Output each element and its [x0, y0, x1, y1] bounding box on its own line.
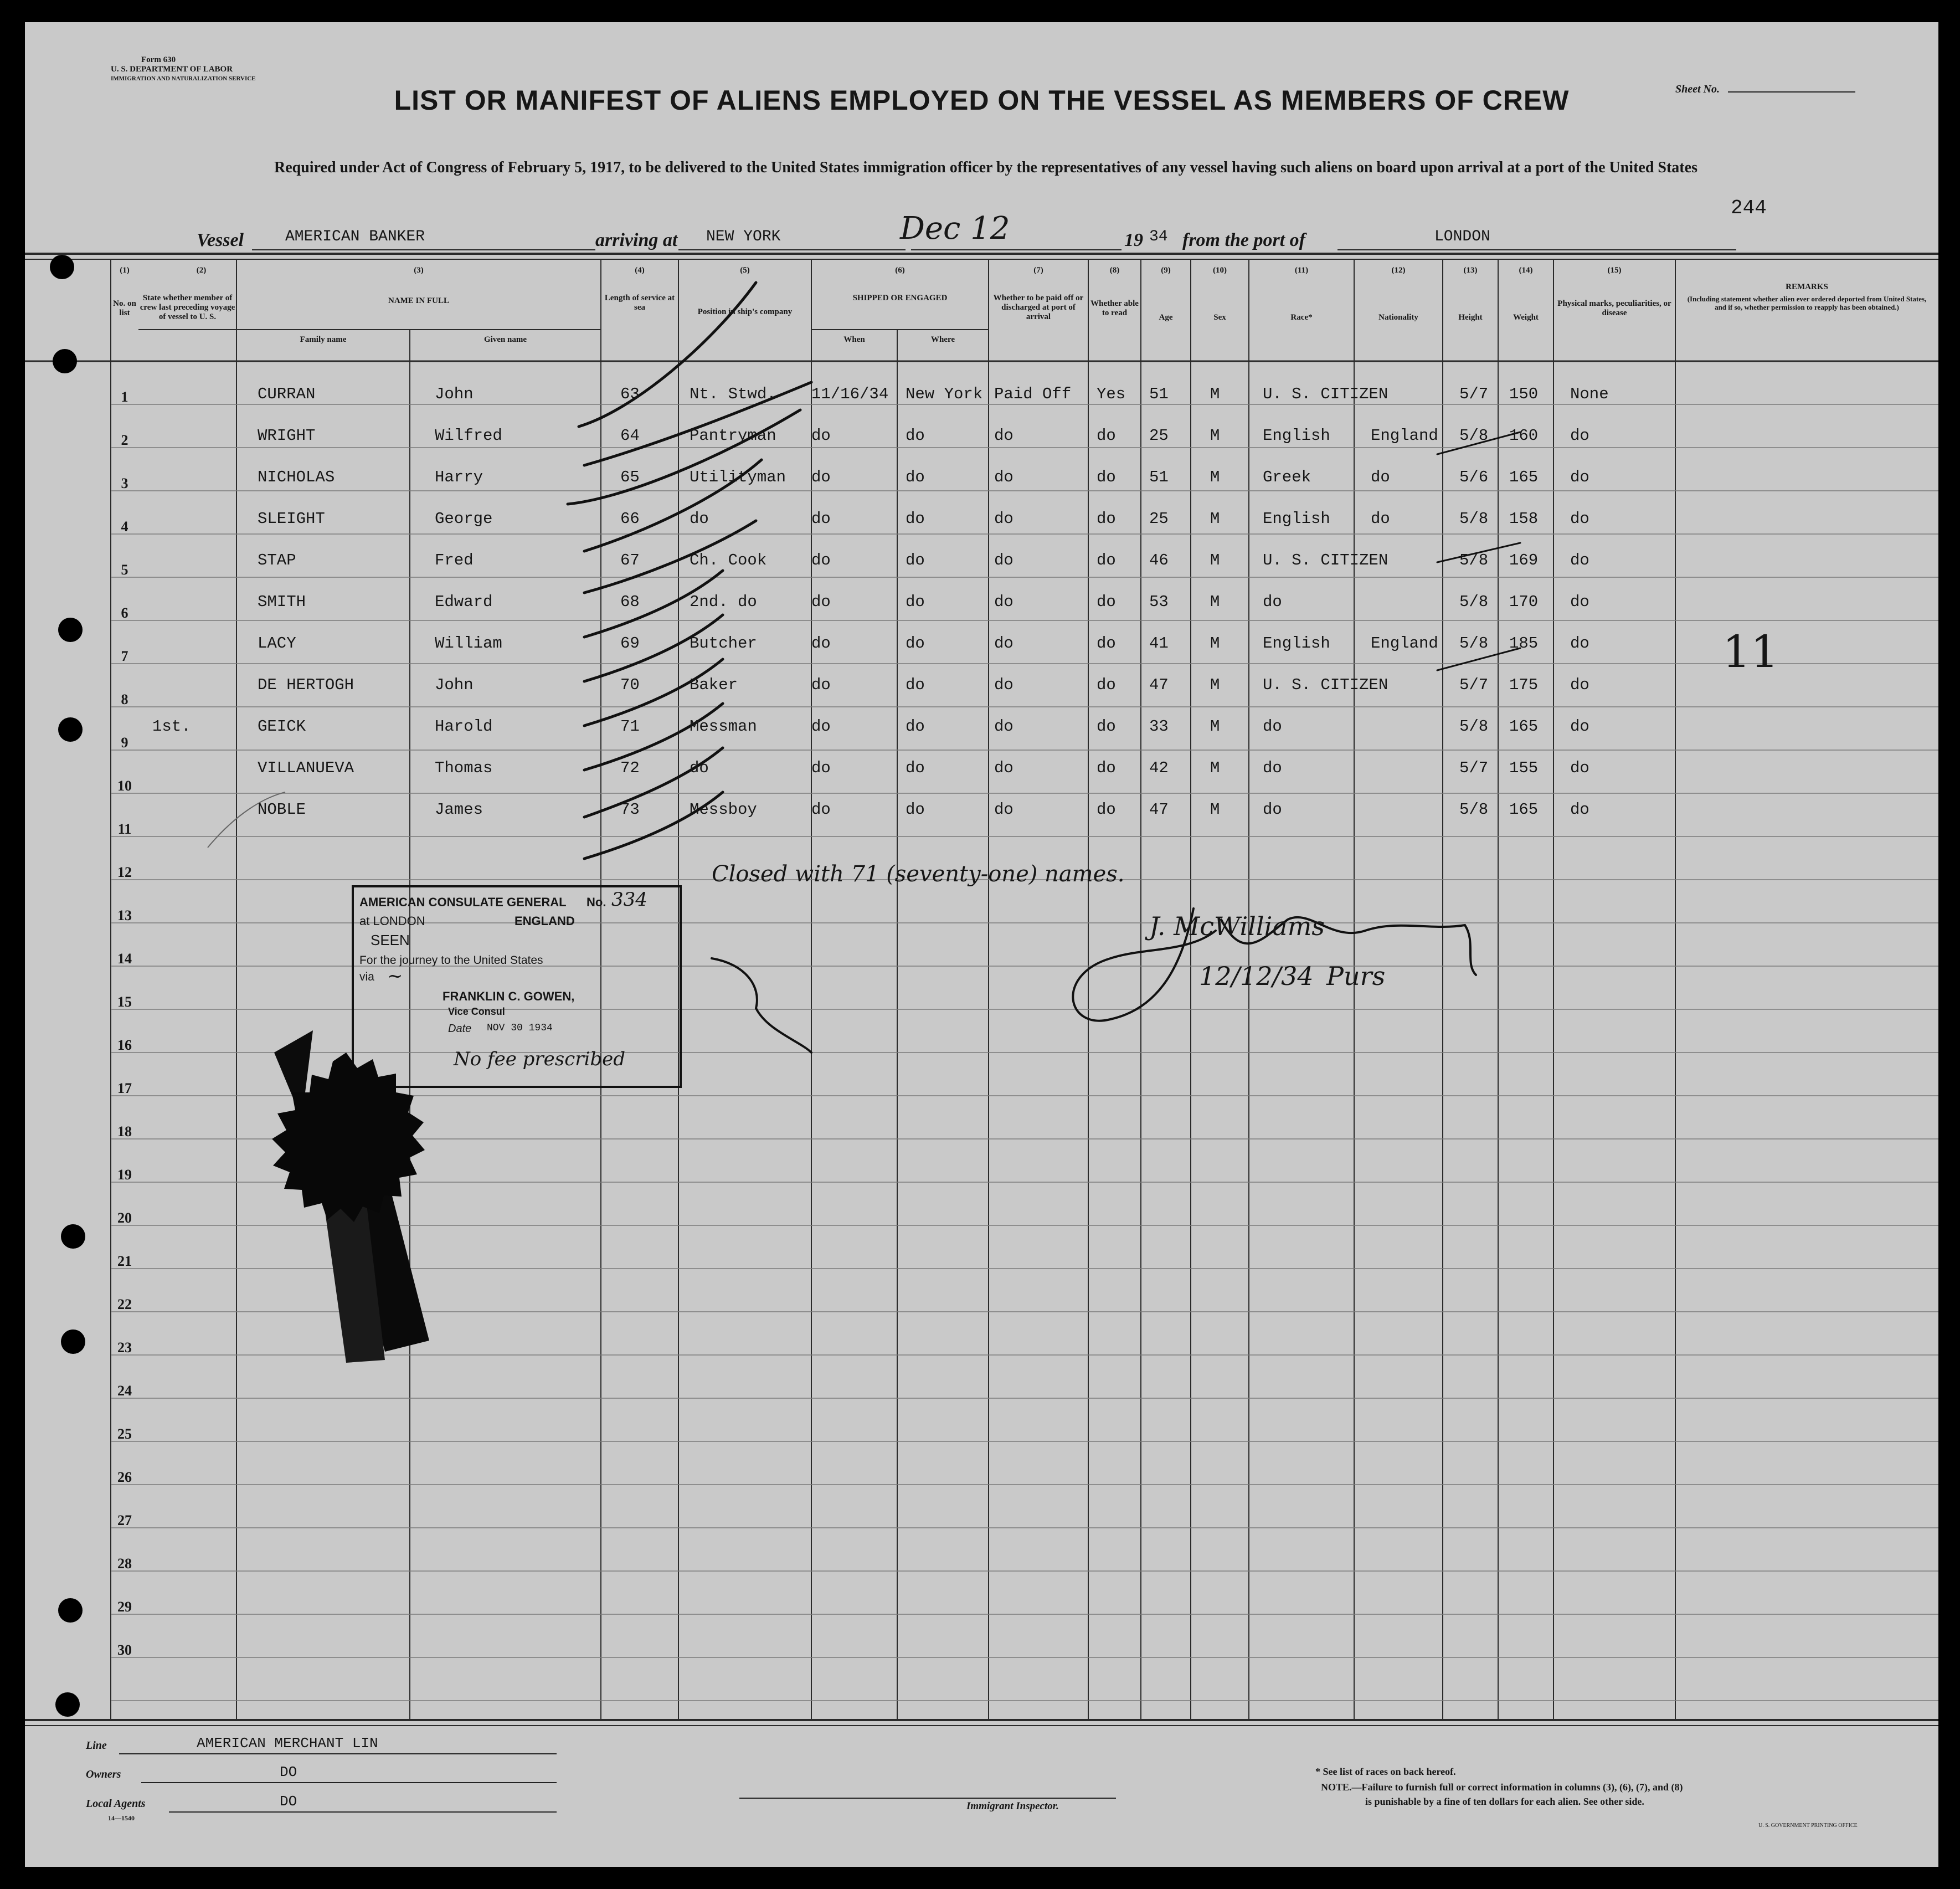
- footer-owners-label: Owners: [86, 1768, 121, 1780]
- cell-able-read: do: [1097, 551, 1116, 569]
- sign-initials: Purs: [1326, 961, 1386, 991]
- punch-hole: [61, 1330, 85, 1354]
- cell-height: 5/8: [1459, 510, 1489, 528]
- row-number: 26: [117, 1469, 132, 1485]
- cell-nationality: do: [1371, 510, 1390, 528]
- cell-height: 5/7: [1459, 759, 1489, 777]
- row-number: 7: [121, 648, 128, 664]
- punch-hole: [58, 1598, 83, 1623]
- col-num-8: (8): [1109, 266, 1120, 275]
- cell-age: 47: [1149, 676, 1169, 694]
- row-number: 6: [121, 605, 128, 621]
- cell-age: 25: [1149, 427, 1169, 445]
- cell-physical: do: [1570, 717, 1589, 736]
- row-number: 5: [121, 562, 128, 578]
- cell-when: do: [811, 634, 831, 653]
- cell-height: 5/8: [1459, 634, 1489, 653]
- cell-race: English: [1263, 427, 1330, 445]
- cell-race: U. S. CITIZEN: [1263, 676, 1388, 694]
- cell-when: do: [811, 510, 831, 528]
- header-paid-off: Whether to be paid off or discharged at port of arrival: [993, 294, 1084, 321]
- row-number: 15: [117, 994, 132, 1010]
- cell-service-number: 63: [620, 385, 640, 403]
- stamp-date-label: Date: [448, 1023, 472, 1035]
- cell-physical: do: [1570, 468, 1589, 486]
- cell-height: 5/8: [1459, 551, 1489, 569]
- header-family-name: Family name: [300, 335, 347, 344]
- header-shipped-engaged: SHIPPED OR ENGAGED: [852, 294, 948, 302]
- cell-service-number: 64: [620, 427, 640, 445]
- cell-physical: do: [1570, 800, 1589, 819]
- cell-able-read: do: [1097, 800, 1116, 819]
- stamped-page-number: 244: [1731, 197, 1767, 219]
- cell-paid-off: do: [994, 800, 1014, 819]
- col-num-9: (9): [1161, 266, 1171, 275]
- cell-age: 33: [1149, 717, 1169, 736]
- header-race: Race*: [1290, 313, 1313, 322]
- cell-family-name: VILLANUEVA: [258, 759, 354, 777]
- row-number: 25: [117, 1426, 132, 1442]
- row-number: 4: [121, 519, 128, 535]
- cell-given-name: George: [435, 510, 493, 528]
- cell-when: do: [811, 427, 831, 445]
- cell-when: do: [811, 800, 831, 819]
- footer-note-races: * See list of races on back hereof.: [1315, 1766, 1456, 1777]
- cell-where: do: [906, 593, 925, 611]
- cell-physical: do: [1570, 593, 1589, 611]
- col-num-1: (1): [120, 266, 130, 275]
- stamp-journey: For the journey to the United States: [359, 954, 543, 967]
- header-age: Age: [1159, 313, 1173, 322]
- sign-date: 12/12/34: [1199, 961, 1314, 991]
- stamp-country: ENGLAND: [515, 914, 575, 928]
- cell-position: Butcher: [690, 634, 757, 653]
- row-number: 3: [121, 475, 128, 491]
- cell-sex: M: [1210, 427, 1220, 445]
- cell-race: do: [1263, 717, 1282, 736]
- consular-seal: [241, 1041, 451, 1252]
- cell-height: 5/6: [1459, 468, 1489, 486]
- cell-age: 53: [1149, 593, 1169, 611]
- row-number: 12: [117, 864, 132, 880]
- col-num-5: (5): [740, 266, 750, 275]
- cell-age: 42: [1149, 759, 1169, 777]
- row-number: 30: [117, 1642, 132, 1658]
- row-number: 2: [121, 432, 128, 448]
- cell-family-name: GEICK: [258, 717, 306, 736]
- cell-family-name: WRIGHT: [258, 427, 316, 445]
- cell-paid-off: do: [994, 427, 1014, 445]
- cell-given-name: John: [435, 385, 474, 403]
- col-num-4: (4): [635, 266, 645, 275]
- cell-paid-off: do: [994, 676, 1014, 694]
- cell-race: do: [1263, 800, 1282, 819]
- cell-when: do: [811, 717, 831, 736]
- row-number: 8: [121, 691, 128, 707]
- cell-service-number: 73: [620, 800, 640, 819]
- cell-race: U. S. CITIZEN: [1263, 551, 1388, 569]
- cell-service-number: 67: [620, 551, 640, 569]
- cell-weight: 165: [1509, 468, 1539, 486]
- cell-position: Messman: [690, 717, 757, 736]
- cell-position: Messboy: [690, 800, 757, 819]
- cell-sex: M: [1210, 510, 1220, 528]
- header-remarks: REMARKS: [1786, 283, 1828, 291]
- form-subtitle: Required under Act of Congress of February 5, 1917, to be delivered to the United States immigration officer by the representatives of any vessel having such aliens on board upon arrival at a port of the United States: [274, 159, 1697, 176]
- row-number: 9: [121, 735, 128, 751]
- cell-service-number: 71: [620, 717, 640, 736]
- vessel-label: Vessel: [197, 230, 244, 250]
- cell-able-read: do: [1097, 717, 1116, 736]
- year-prefix: 19: [1124, 230, 1143, 250]
- cell-where: do: [906, 676, 925, 694]
- header-height: Height: [1458, 313, 1483, 322]
- cell-physical: do: [1570, 634, 1589, 653]
- header-length-service: Length of service at sea: [604, 294, 675, 312]
- cell-paid-off: do: [994, 759, 1014, 777]
- department-name: U. S. DEPARTMENT OF LABOR: [111, 65, 233, 74]
- header-name-in-full: NAME IN FULL: [388, 296, 449, 305]
- cell-sex: M: [1210, 676, 1220, 694]
- row-number: 22: [117, 1296, 132, 1312]
- cell-given-name: Fred: [435, 551, 474, 569]
- row-number: 1: [121, 389, 128, 405]
- punch-hole: [55, 1692, 80, 1717]
- cell-family-name: SMITH: [258, 593, 306, 611]
- cell-position: Nt. Stwd.: [690, 385, 776, 403]
- cell-position: Baker: [690, 676, 738, 694]
- cell-able-read: do: [1097, 759, 1116, 777]
- cell-when: do: [811, 468, 831, 486]
- stamp-number: 334: [611, 889, 647, 911]
- cell-able-read: do: [1097, 468, 1116, 486]
- cell-height: 5/8: [1459, 800, 1489, 819]
- cell-physical: do: [1570, 510, 1589, 528]
- row-number: 20: [117, 1210, 132, 1226]
- row-number: 19: [117, 1167, 132, 1183]
- cell-paid-off: do: [994, 593, 1014, 611]
- cell-able-read: do: [1097, 634, 1116, 653]
- cell-where: do: [906, 468, 925, 486]
- col-num-11: (11): [1294, 266, 1309, 275]
- cell-given-name: Edward: [435, 593, 493, 611]
- cell-where: do: [906, 634, 925, 653]
- footer-form-code: 14—1540: [108, 1814, 135, 1822]
- cell-weight: 158: [1509, 510, 1539, 528]
- cell-sex: M: [1210, 385, 1220, 403]
- cell-physical: do: [1570, 759, 1589, 777]
- footer-line-label: Line: [86, 1739, 107, 1752]
- cell-able-read: do: [1097, 510, 1116, 528]
- row-number: 23: [117, 1339, 132, 1356]
- cell-age: 51: [1149, 385, 1169, 403]
- inspector-signature: J. McWilliams: [1149, 911, 1325, 941]
- cell-race: U. S. CITIZEN: [1263, 385, 1388, 403]
- cell-physical: do: [1570, 676, 1589, 694]
- cell-race: Greek: [1263, 468, 1311, 486]
- stamp-consul-title: Vice Consul: [448, 1006, 505, 1017]
- row-number: 24: [117, 1383, 132, 1399]
- cell-weight: 170: [1509, 593, 1539, 611]
- cell-able-read: Yes: [1097, 385, 1126, 403]
- cell-weight: 175: [1509, 676, 1539, 694]
- cell-able-read: do: [1097, 676, 1116, 694]
- cell-age: 46: [1149, 551, 1169, 569]
- cell-when: do: [811, 593, 831, 611]
- header-weight: Weight: [1513, 313, 1539, 322]
- cell-service-number: 69: [620, 634, 640, 653]
- arrival-port: NEW YORK: [706, 228, 781, 245]
- header-nationality: Nationality: [1378, 313, 1418, 322]
- row-number: 13: [117, 907, 132, 923]
- col-num-6: (6): [895, 266, 905, 275]
- cell-nationality: do: [1371, 468, 1390, 486]
- cell-where: do: [906, 510, 925, 528]
- cell-position: do: [690, 510, 709, 528]
- punch-hole: [58, 717, 83, 742]
- cell-weight: 165: [1509, 800, 1539, 819]
- cell-when: do: [811, 676, 831, 694]
- cell-sex: M: [1210, 593, 1220, 611]
- cell-paid-off: do: [994, 468, 1014, 486]
- row-number: 21: [117, 1253, 132, 1269]
- stamp-consul-signature: ~: [387, 965, 403, 987]
- closed-with-note: Closed with 71 (seventy-one) names.: [712, 861, 1125, 887]
- col-num-12: (12): [1391, 266, 1406, 275]
- cell-service-number: 72: [620, 759, 640, 777]
- footer-line-value: AMERICAN MERCHANT LIN: [197, 1735, 378, 1752]
- row-number: 17: [117, 1080, 132, 1096]
- cell-service-number: 68: [620, 593, 640, 611]
- cell-given-name: Wilfred: [435, 427, 502, 445]
- cell-given-name: William: [435, 634, 502, 653]
- col-num-13: (13): [1463, 266, 1478, 275]
- cell-physical: do: [1570, 427, 1589, 445]
- cell-family-name: DE HERTOGH: [258, 676, 354, 694]
- footer-inspector: Immigrant Inspector.: [966, 1800, 1059, 1812]
- cell-family-name: NOBLE: [258, 800, 306, 819]
- cell-physical: do: [1570, 551, 1589, 569]
- stamp-at-london: at LONDON: [359, 914, 425, 928]
- col-num-14: (14): [1519, 266, 1533, 275]
- cell-given-name: James: [435, 800, 483, 819]
- cell-position: do: [690, 759, 709, 777]
- cell-position: Ch. Cook: [690, 551, 767, 569]
- cell-given-name: John: [435, 676, 474, 694]
- cell-family-name: CURRAN: [258, 385, 316, 403]
- cell-where: do: [906, 427, 925, 445]
- cell-position: 2nd. do: [690, 593, 757, 611]
- cell-height: 5/7: [1459, 385, 1489, 403]
- cell-weight: 165: [1509, 717, 1539, 736]
- footer-agents-label: Local Agents: [86, 1798, 146, 1810]
- cell-race: English: [1263, 510, 1330, 528]
- cell-able-read: do: [1097, 427, 1116, 445]
- row-number: 27: [117, 1512, 132, 1528]
- year-value: 34: [1149, 228, 1168, 245]
- header-able-read: Whether able to read: [1090, 299, 1139, 317]
- stamp-seen: SEEN: [371, 932, 410, 948]
- cell-family-name: NICHOLAS: [258, 468, 335, 486]
- stamp-consulate: AMERICAN CONSULATE GENERAL: [359, 895, 567, 909]
- row-number: 14: [117, 951, 132, 967]
- cell-sex: M: [1210, 551, 1220, 569]
- stamp-fee-note: No fee prescribed: [454, 1048, 626, 1070]
- cell-able-read: do: [1097, 593, 1116, 611]
- sheet-label: Sheet No.: [1675, 83, 1720, 95]
- footer-agents-value: DO: [280, 1793, 297, 1810]
- cell-given-name: Harry: [435, 468, 483, 486]
- stamp-consul-name: FRANKLIN C. GOWEN,: [443, 989, 575, 1003]
- cell-service-number: 65: [620, 468, 640, 486]
- cell-age: 51: [1149, 468, 1169, 486]
- cell-age: 41: [1149, 634, 1169, 653]
- stamp-via: via: [359, 971, 374, 983]
- row-number: 10: [117, 778, 132, 794]
- cell-weight: 160: [1509, 427, 1539, 445]
- cell-race: do: [1263, 759, 1282, 777]
- punch-hole: [61, 1224, 85, 1249]
- cell-weight: 185: [1509, 634, 1539, 653]
- col-num-2: (2): [196, 266, 207, 275]
- cell-where: New York: [906, 385, 983, 403]
- cell-sex: M: [1210, 468, 1220, 486]
- cell-state: 1st.: [152, 717, 191, 736]
- remarks-mark: 11: [1722, 626, 1779, 677]
- page-title: LIST OR MANIFEST OF ALIENS EMPLOYED ON THE VESSEL AS MEMBERS OF CREW: [394, 85, 1570, 116]
- cell-height: 5/8: [1459, 593, 1489, 611]
- cell-given-name: Thomas: [435, 759, 493, 777]
- cell-nationality: England: [1371, 634, 1438, 653]
- cell-height: 5/8: [1459, 427, 1489, 445]
- cell-height: 5/8: [1459, 717, 1489, 736]
- punch-hole: [58, 618, 83, 642]
- manifest-sheet: [25, 22, 1938, 1867]
- header-sex: Sex: [1213, 313, 1226, 322]
- cell-physical: None: [1570, 385, 1609, 403]
- col-num-3: (3): [414, 266, 424, 275]
- header-no-on-list: No. on list: [113, 299, 136, 317]
- arriving-label: arriving at: [595, 230, 678, 250]
- origin-port: LONDON: [1434, 228, 1490, 245]
- cell-where: do: [906, 800, 925, 819]
- form-number: Form 630: [141, 55, 176, 64]
- cell-family-name: LACY: [258, 634, 296, 653]
- cell-position: Pantryman: [690, 427, 776, 445]
- cell-position: Utilityman: [690, 468, 786, 486]
- cell-when: do: [811, 551, 831, 569]
- cell-family-name: STAP: [258, 551, 296, 569]
- cell-family-name: SLEIGHT: [258, 510, 325, 528]
- header-physical-marks: Physical marks, peculiarities, or disease: [1557, 299, 1671, 317]
- cell-paid-off: Paid Off: [994, 385, 1072, 403]
- stamp-no-label: No.: [587, 895, 606, 909]
- punch-hole: [53, 349, 77, 373]
- row-number: 29: [117, 1599, 132, 1615]
- header-given-name: Given name: [483, 335, 527, 344]
- col-num-7: (7): [1033, 266, 1043, 275]
- cell-where: do: [906, 717, 925, 736]
- cell-race: do: [1263, 593, 1282, 611]
- cell-paid-off: do: [994, 551, 1014, 569]
- cell-paid-off: do: [994, 634, 1014, 653]
- arrival-date-handwritten: Dec 12: [900, 211, 1010, 247]
- cell-weight: 155: [1509, 759, 1539, 777]
- footer-note-fine-1: NOTE.—Failure to furnish full or correct information in columns (3), (6), (7), and (8): [1321, 1782, 1683, 1793]
- stamp-date: NOV 30 1934: [487, 1023, 553, 1034]
- row-number: 11: [117, 821, 132, 837]
- cell-where: do: [906, 551, 925, 569]
- punch-hole: [50, 255, 74, 279]
- row-number: 28: [117, 1556, 132, 1572]
- cell-when: do: [811, 759, 831, 777]
- col-num-15: (15): [1607, 266, 1622, 275]
- cell-sex: M: [1210, 759, 1220, 777]
- header-where: Where: [930, 335, 955, 344]
- cell-age: 25: [1149, 510, 1169, 528]
- cell-height: 5/7: [1459, 676, 1489, 694]
- cell-when: 11/16/34: [811, 385, 889, 403]
- port-label: from the port of: [1182, 230, 1305, 250]
- cell-service-number: 66: [620, 510, 640, 528]
- cell-paid-off: do: [994, 717, 1014, 736]
- cell-where: do: [906, 759, 925, 777]
- row-number: 18: [117, 1123, 132, 1139]
- cell-nationality: England: [1371, 427, 1438, 445]
- footer-owners-value: DO: [280, 1764, 297, 1780]
- footer-note-fine-2: is punishable by a fine of ten dollars for each alien. See other side.: [1365, 1796, 1644, 1807]
- header-position: Position in ship's company: [697, 307, 793, 316]
- header-state-whether: State whether member of crew last preceding voyage of vessel to U. S.: [140, 294, 235, 321]
- cell-weight: 169: [1509, 551, 1539, 569]
- footer-printer: U. S. GOVERNMENT PRINTING OFFICE: [1758, 1823, 1858, 1829]
- cell-race: English: [1263, 634, 1330, 653]
- cell-given-name: Harold: [435, 717, 493, 736]
- cell-service-number: 70: [620, 676, 640, 694]
- cell-sex: M: [1210, 717, 1220, 736]
- cell-paid-off: do: [994, 510, 1014, 528]
- row-number: 16: [117, 1037, 132, 1053]
- header-remarks-note: (Including statement whether alien ever ordered deported from United States, and if so, whether permission to reapply has been obtained.): [1687, 295, 1927, 311]
- col-num-10: (10): [1213, 266, 1227, 275]
- vessel-name: AMERICAN BANKER: [285, 228, 425, 245]
- cell-age: 47: [1149, 800, 1169, 819]
- service-name: IMMIGRATION AND NATURALIZATION SERVICE: [111, 75, 256, 82]
- cell-sex: M: [1210, 800, 1220, 819]
- cell-weight: 150: [1509, 385, 1539, 403]
- cell-sex: M: [1210, 634, 1220, 653]
- header-when: When: [843, 335, 865, 344]
